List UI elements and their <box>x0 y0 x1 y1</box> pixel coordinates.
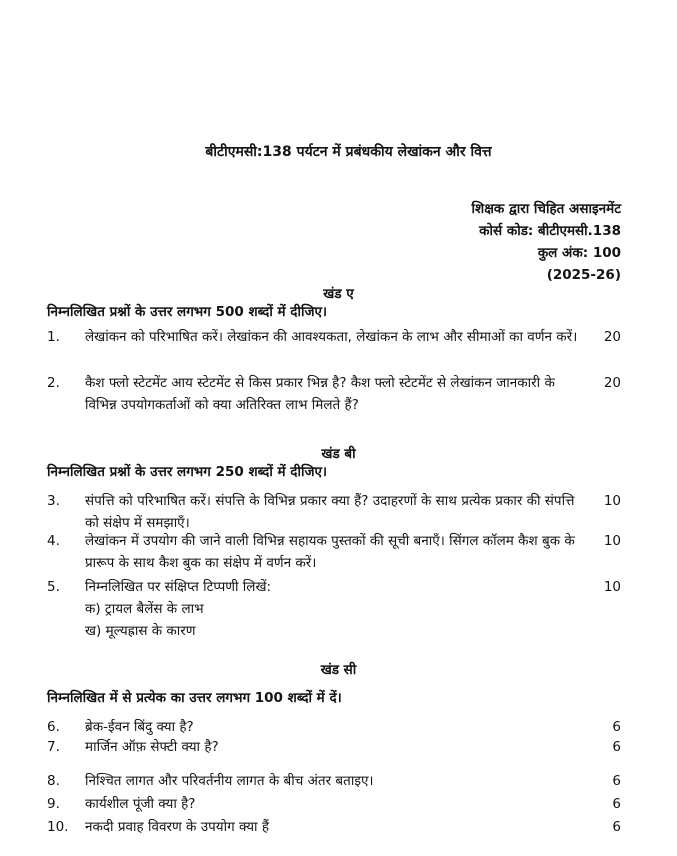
section-title: खंड सी <box>320 662 357 678</box>
question-text: निश्चित लागत और परिवर्तनीय लागत के बीच अंतर बताइए। <box>85 773 374 789</box>
question-item <box>47 326 621 370</box>
question-item <box>47 770 621 792</box>
question-item <box>47 793 621 815</box>
question-marks: 10 <box>603 493 621 509</box>
question-marks: 20 <box>603 375 621 391</box>
question-item <box>47 736 621 758</box>
question-text: लेखांकन में उपयोग की जाने वाली विभिन्न सहायक पुस्तकों की सूची बनाएँ। सिंगल कॉलम कैश बुक के प्रारूप के साथ कैश बुक का संक्षेप में वर्णन करें। <box>85 533 575 571</box>
question-marks: 6 <box>612 819 621 835</box>
section-title: खंड बी <box>321 446 356 462</box>
meta-line-total-marks: कुल अंक: 100 <box>537 245 621 261</box>
question-text: मार्जिन ऑफ़ सेफ्टी क्या है? <box>85 739 219 755</box>
question-text: कैश फ्लो स्टेटमेंट आय स्टेटमेंट से किस प्रकार भिन्न है? कैश फ्लो स्टेटमेंट से लेखांकन जानकारी के विभिन्न उपयोगकर्ताओं को क्या अतिरिक्त लाभ मिलते हैं? <box>85 375 555 413</box>
question-item <box>47 816 621 838</box>
meta-line-session: (2025-26) <box>546 267 621 283</box>
section-instruction: निम्नलिखित प्रश्नों के उत्तर लगभग 500 शब्दों में दीजिए। <box>47 304 328 320</box>
sub-item: ख) मूल्यह्रास के कारण <box>85 623 196 639</box>
question-marks: 6 <box>612 719 621 735</box>
question-number: 5. <box>47 579 60 595</box>
question-text: निम्नलिखित पर संक्षिप्त टिप्पणी लिखें: <box>85 579 272 595</box>
question-text: लेखांकन को परिभाषित करें। लेखांकन की आवश्यकता, लेखांकन के लाभ और सीमाओं का वर्णन करें। <box>85 329 578 345</box>
question-marks: 10 <box>603 533 621 549</box>
question-number: 8. <box>47 773 60 789</box>
assignment-meta <box>472 198 621 286</box>
question-item <box>47 576 621 598</box>
question-number: 9. <box>47 796 60 812</box>
section-instruction: निम्नलिखित प्रश्नों के उत्तर लगभग 250 शब्दों में दीजिए। <box>47 464 328 480</box>
question-number: 3. <box>47 493 60 509</box>
meta-line-assignment-type: शिक्षक द्वारा चिहित असाइनमेंट <box>471 201 621 217</box>
question-text: ब्रेक-ईवन बिंदु क्या है? <box>85 719 194 735</box>
sub-item: क) ट्रायल बैलेंस के लाभ <box>85 601 204 617</box>
question-marks: 6 <box>612 773 621 789</box>
question-item <box>47 372 621 416</box>
section-title: खंड ए <box>323 286 354 302</box>
meta-line-course-code: कोर्स कोड: बीटीएमसी.138 <box>479 223 621 239</box>
section-instruction: निम्नलिखित में से प्रत्येक का उत्तर लगभग 100 शब्दों में दें। <box>47 690 342 706</box>
question-text: कार्यशील पूंजी क्या है? <box>85 796 196 812</box>
question-number: 7. <box>47 739 60 755</box>
question-text: नकदी प्रवाह विवरण के उपयोग क्या हैं <box>85 819 269 835</box>
question-text: संपत्ति को परिभाषित करें। संपत्ति के विभिन्न प्रकार क्या हैं? उदाहरणों के साथ प्रत्येक प्रकार की संपत्ति को संक्षेप में समझाएँ। <box>85 493 575 531</box>
question-marks: 10 <box>603 579 621 595</box>
question-number: 4. <box>47 533 60 549</box>
document-title: बीटीएमसी:138 पर्यटन में प्रबंधकीय लेखांकन और वित्त <box>205 144 492 160</box>
question-item <box>47 490 621 534</box>
question-marks: 20 <box>603 329 621 345</box>
question-number: 10. <box>47 819 69 835</box>
question-item <box>47 716 621 738</box>
question-item <box>47 530 621 574</box>
question-marks: 6 <box>612 796 621 812</box>
question-number: 1. <box>47 329 60 345</box>
question-number: 2. <box>47 375 60 391</box>
question-marks: 6 <box>612 739 621 755</box>
question-number: 6. <box>47 719 60 735</box>
